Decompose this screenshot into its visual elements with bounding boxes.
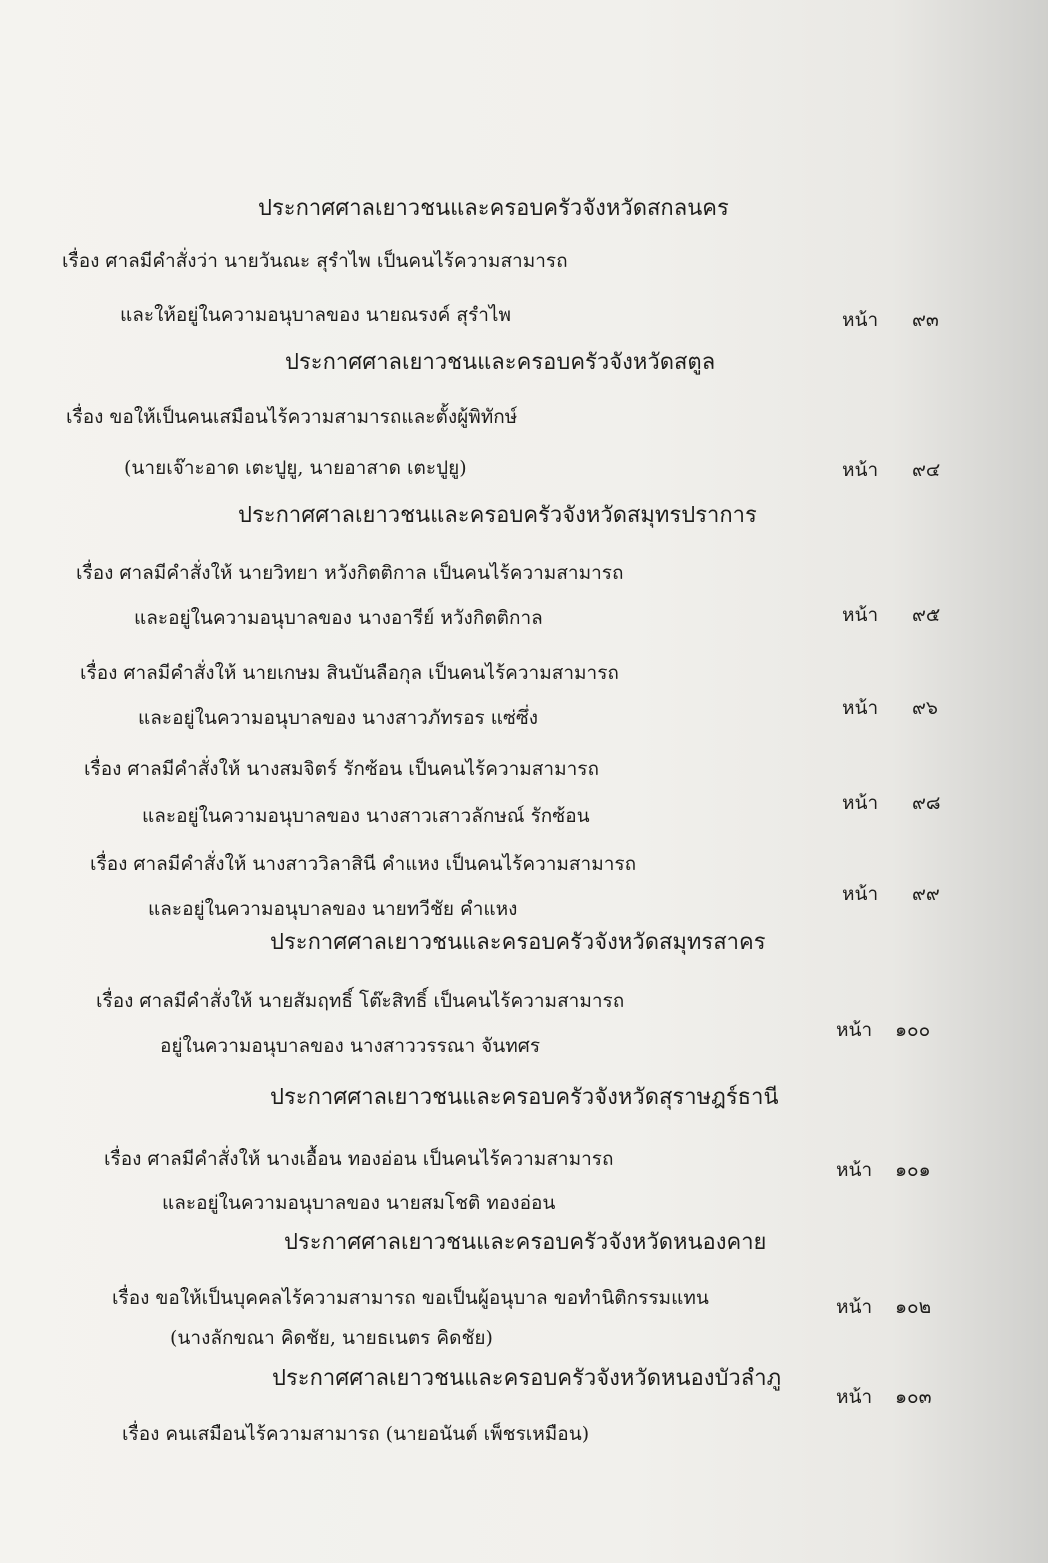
page-label: หน้า xyxy=(842,883,879,905)
page-number: ๙๓ xyxy=(912,309,939,331)
section-heading: ประกาศศาลเยาวชนและครอบครัวจังหวัดสตูล xyxy=(285,350,716,375)
entry-detail: และอยู่ในความอนุบาลของ นายทวีชัย คำแหง xyxy=(148,898,518,920)
page-number: ๙๕ xyxy=(912,604,941,626)
page-number: ๑๐๒ xyxy=(895,1296,932,1318)
page-label: หน้า xyxy=(836,1159,873,1181)
section-heading: ประกาศศาลเยาวชนและครอบครัวจังหวัดสกลนคร xyxy=(258,196,729,221)
page-label: หน้า xyxy=(842,604,879,626)
section-heading: ประกาศศาลเยาวชนและครอบครัวจังหวัดสุราษฎร์ธานี xyxy=(270,1085,779,1110)
page-label: หน้า xyxy=(842,697,879,719)
page-number: ๑๐๑ xyxy=(895,1159,931,1181)
entry-subject: เรื่อง ศาลมีคำสั่งให้ นางเอื้อน ทองอ่อน เป็นคนไร้ความสามารถ xyxy=(104,1148,614,1170)
page-label: หน้า xyxy=(842,792,879,814)
page-number: ๙๘ xyxy=(912,792,941,814)
entry-subject: เรื่อง ศาลมีคำสั่งให้ นางสมจิตร์ รักซ้อน เป็นคนไร้ความสามารถ xyxy=(84,758,599,780)
entry-subject: เรื่อง ศาลมีคำสั่งให้ นางสาววิลาสินี คำแหง เป็นคนไร้ความสามารถ xyxy=(90,853,637,875)
page-label: หน้า xyxy=(842,459,879,481)
page-label: หน้า xyxy=(842,309,879,331)
page-label: หน้า xyxy=(836,1386,873,1408)
page-number: ๙๔ xyxy=(912,459,941,481)
section-heading: ประกาศศาลเยาวชนและครอบครัวจังหวัดสมุทรสาคร xyxy=(270,930,766,955)
entry-subject: เรื่อง ขอให้เป็นคนเสมือนไร้ความสามารถและตั้งผู้พิทักษ์ xyxy=(66,406,518,428)
page-number: ๙๙ xyxy=(912,883,940,905)
entry-detail: และอยู่ในความอนุบาลของ นางสาวเสาวลักษณ์ รักซ้อน xyxy=(142,805,590,827)
section-heading: ประกาศศาลเยาวชนและครอบครัวจังหวัดหนองบัวลำภู xyxy=(272,1366,782,1391)
entry-subject: เรื่อง ศาลมีคำสั่งว่า นายวันณะ สุรำไพ เป็นคนไร้ความสามารถ xyxy=(62,250,568,272)
entry-detail: (นายเจ๊าะอาด เตะปูยู, นายอาสาด เตะปูยู) xyxy=(124,457,467,479)
entry-detail: (นางลักขณา คิดชัย, นายธเนตร คิดชัย) xyxy=(170,1327,493,1349)
entry-subject: เรื่อง ขอให้เป็นบุคคลไร้ความสามารถ ขอเป็นผู้อนุบาล ขอทำนิติกรรมแทน xyxy=(112,1287,709,1309)
entry-detail: อยู่ในความอนุบาลของ นางสาววรรณา จันทศร xyxy=(160,1035,541,1057)
page-number: ๑๐๓ xyxy=(895,1386,932,1408)
entry-subject: เรื่อง ศาลมีคำสั่งให้ นายวิทยา หวังกิตติกาล เป็นคนไร้ความสามารถ xyxy=(76,562,624,584)
entry-subject: เรื่อง คนเสมือนไร้ความสามารถ (นายอนันต์ เพ็ชรเหมือน) xyxy=(122,1423,590,1445)
section-heading: ประกาศศาลเยาวชนและครอบครัวจังหวัดหนองคาย xyxy=(284,1230,767,1255)
entry-detail: และอยู่ในความอนุบาลของ นายสมโชติ ทองอ่อน xyxy=(162,1192,556,1214)
entry-detail: และอยู่ในความอนุบาลของ นางสาวภัทรอร แซ่ซึ่ง xyxy=(138,707,539,729)
page-number: ๙๖ xyxy=(912,697,938,719)
entry-detail: และให้อยู่ในความอนุบาลของ นายณรงค์ สุรำไพ xyxy=(120,304,511,326)
section-heading: ประกาศศาลเยาวชนและครอบครัวจังหวัดสมุทรปราการ xyxy=(238,503,757,528)
entry-subject: เรื่อง ศาลมีคำสั่งให้ นายเกษม สินบันลือกุล เป็นคนไร้ความสามารถ xyxy=(80,662,619,684)
page-number: ๑๐๐ xyxy=(895,1019,931,1041)
page-label: หน้า xyxy=(836,1296,873,1318)
entry-subject: เรื่อง ศาลมีคำสั่งให้ นายสัมฤทธิ์ โต๊ะสิทธิ์ เป็นคนไร้ความสามารถ xyxy=(96,990,625,1012)
entry-detail: และอยู่ในความอนุบาลของ นางอารีย์ หวังกิตติกาล xyxy=(134,607,543,629)
page-label: หน้า xyxy=(836,1019,873,1041)
